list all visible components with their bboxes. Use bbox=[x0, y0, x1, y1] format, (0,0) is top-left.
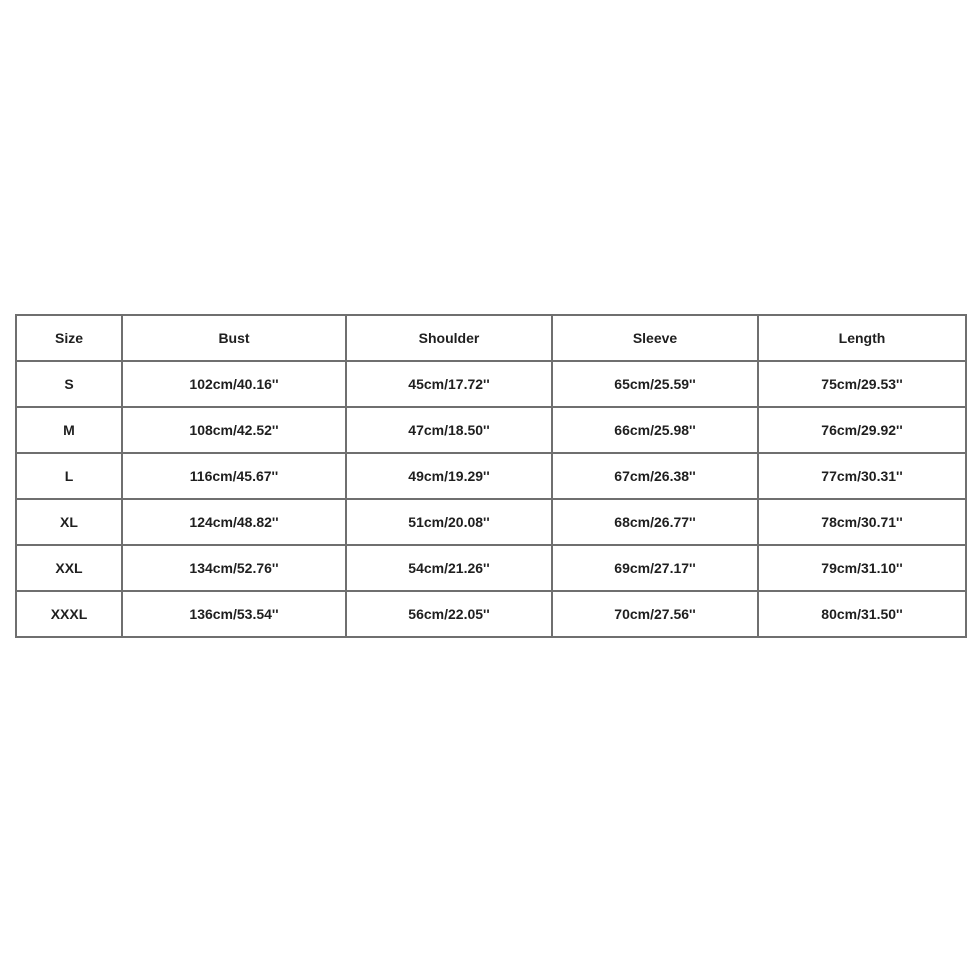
bust-cell: 124cm/48.82'' bbox=[122, 499, 346, 545]
size-cell: L bbox=[16, 453, 122, 499]
table-row bbox=[16, 499, 966, 545]
table-row bbox=[16, 545, 966, 591]
size-chart-table bbox=[15, 314, 967, 638]
length-cell: 78cm/30.71'' bbox=[758, 499, 966, 545]
shoulder-cell: 45cm/17.72'' bbox=[346, 361, 552, 407]
sleeve-cell: 65cm/25.59'' bbox=[552, 361, 758, 407]
length-cell: 76cm/29.92'' bbox=[758, 407, 966, 453]
shoulder-cell: 49cm/19.29'' bbox=[346, 453, 552, 499]
sleeve-cell: 66cm/25.98'' bbox=[552, 407, 758, 453]
bust-cell: 108cm/42.52'' bbox=[122, 407, 346, 453]
header-sleeve: Sleeve bbox=[552, 315, 758, 361]
bust-cell: 134cm/52.76'' bbox=[122, 545, 346, 591]
bust-cell: 102cm/40.16'' bbox=[122, 361, 346, 407]
table-row bbox=[16, 453, 966, 499]
size-cell: S bbox=[16, 361, 122, 407]
size-cell: XL bbox=[16, 499, 122, 545]
table-row bbox=[16, 407, 966, 453]
length-cell: 77cm/30.31'' bbox=[758, 453, 966, 499]
table-header-row bbox=[16, 315, 966, 361]
header-length: Length bbox=[758, 315, 966, 361]
sleeve-cell: 67cm/26.38'' bbox=[552, 453, 758, 499]
size-cell: XXXL bbox=[16, 591, 122, 637]
sleeve-cell: 69cm/27.17'' bbox=[552, 545, 758, 591]
sleeve-cell: 70cm/27.56'' bbox=[552, 591, 758, 637]
table-row bbox=[16, 361, 966, 407]
header-bust: Bust bbox=[122, 315, 346, 361]
length-cell: 80cm/31.50'' bbox=[758, 591, 966, 637]
header-shoulder: Shoulder bbox=[346, 315, 552, 361]
bust-cell: 116cm/45.67'' bbox=[122, 453, 346, 499]
size-cell: M bbox=[16, 407, 122, 453]
header-size: Size bbox=[16, 315, 122, 361]
sleeve-cell: 68cm/26.77'' bbox=[552, 499, 758, 545]
length-cell: 75cm/29.53'' bbox=[758, 361, 966, 407]
bust-cell: 136cm/53.54'' bbox=[122, 591, 346, 637]
shoulder-cell: 51cm/20.08'' bbox=[346, 499, 552, 545]
shoulder-cell: 56cm/22.05'' bbox=[346, 591, 552, 637]
shoulder-cell: 47cm/18.50'' bbox=[346, 407, 552, 453]
size-cell: XXL bbox=[16, 545, 122, 591]
shoulder-cell: 54cm/21.26'' bbox=[346, 545, 552, 591]
length-cell: 79cm/31.10'' bbox=[758, 545, 966, 591]
table-row bbox=[16, 591, 966, 637]
